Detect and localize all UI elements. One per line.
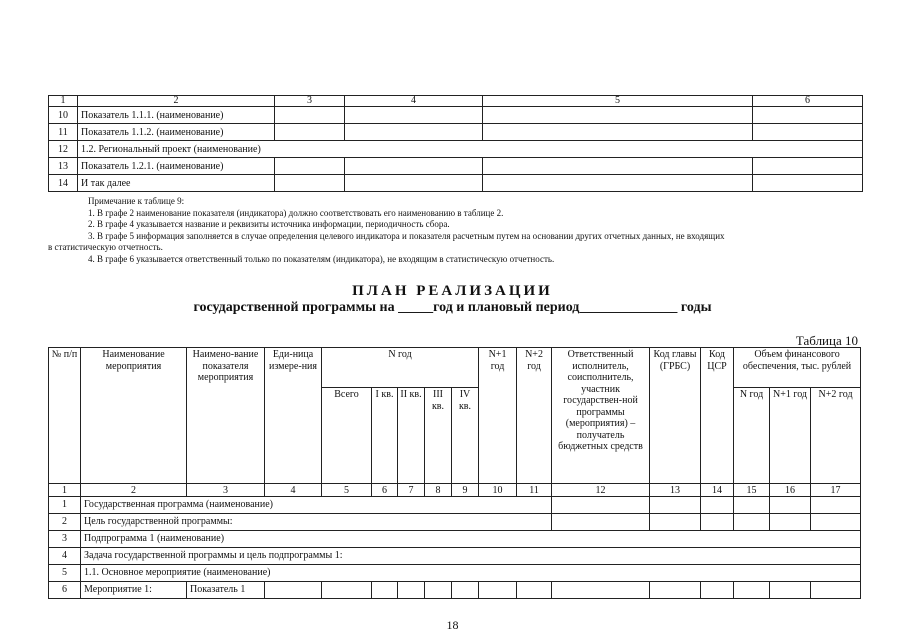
project-name: 1.2. Региональный проект (наименование) bbox=[78, 141, 863, 158]
column-number: 1 bbox=[49, 484, 81, 497]
row-number: 5 bbox=[49, 565, 81, 582]
table-row bbox=[49, 497, 861, 514]
column-number: 4 bbox=[265, 484, 322, 497]
note-3-cont: в статистическую отчетность. bbox=[48, 242, 163, 252]
table-row bbox=[49, 514, 861, 531]
header-q3: III кв. bbox=[425, 388, 452, 484]
page-number: 18 bbox=[446, 618, 459, 632]
note-3: 3. В графе 5 информация заполняется в случае определения целевого индикатора и показателя расчетным путем на основании других отчетных данных, не входящих bbox=[88, 230, 725, 241]
column-number: 16 bbox=[770, 484, 811, 497]
header-total: Всего bbox=[322, 388, 372, 484]
table-10-header-row-1 bbox=[49, 348, 861, 388]
row-number: 12 bbox=[49, 141, 78, 158]
table-row bbox=[49, 107, 863, 124]
table-9 bbox=[48, 95, 863, 192]
note-4: 4. В графе 6 указывается ответственный только по показателям (индикатора), не входящим в статистическую отчетность. bbox=[88, 253, 555, 264]
header-n2-year: N+2 год bbox=[517, 348, 552, 484]
column-number: 9 bbox=[452, 484, 479, 497]
row-number: 6 bbox=[49, 582, 81, 599]
header-responsible: Ответственный исполнитель, соисполнитель, участник государствен-ной программы (мероприятия) – получатель бюджетных средств bbox=[552, 348, 650, 484]
table-9-col-3: 3 bbox=[275, 96, 345, 107]
header-event: Наименование мероприятия bbox=[81, 348, 187, 484]
table-9-col-2: 2 bbox=[78, 96, 275, 107]
table-row bbox=[49, 158, 863, 175]
header-volume-n: N год bbox=[734, 388, 770, 484]
table-10 bbox=[48, 347, 861, 599]
column-number: 10 bbox=[479, 484, 517, 497]
indicator-name: Показатель 1.2.1. (наименование) bbox=[78, 158, 275, 175]
event-name: Мероприятие 1: bbox=[81, 582, 187, 599]
column-number: 13 bbox=[650, 484, 701, 497]
row-text: Подпрограмма 1 (наименование) bbox=[81, 531, 861, 548]
header-q1: I кв. bbox=[372, 388, 398, 484]
column-number: 8 bbox=[425, 484, 452, 497]
header-kod-csr: Код ЦСР bbox=[701, 348, 734, 484]
header-q4: IV кв. bbox=[452, 388, 479, 484]
row-text: Цель государственной программы: bbox=[81, 514, 552, 531]
column-number: 11 bbox=[517, 484, 552, 497]
indicator-name: Показатель 1 bbox=[187, 582, 265, 599]
column-number: 14 bbox=[701, 484, 734, 497]
indicator-name: И так далее bbox=[78, 175, 275, 192]
header-no: № п/п bbox=[49, 348, 81, 484]
plan-title: ПЛАН РЕАЛИЗАЦИИ bbox=[352, 283, 553, 299]
row-text: Государственная программа (наименование) bbox=[81, 497, 552, 514]
table-row bbox=[49, 548, 861, 565]
column-number: 3 bbox=[187, 484, 265, 497]
row-text: Задача государственной программы и цель подпрограммы 1: bbox=[81, 548, 861, 565]
column-number: 7 bbox=[398, 484, 425, 497]
row-number: 4 bbox=[49, 548, 81, 565]
table-row bbox=[49, 582, 861, 599]
table-row bbox=[49, 124, 863, 141]
header-n-year: N год bbox=[322, 348, 479, 388]
row-text: 1.1. Основное мероприятие (наименование) bbox=[81, 565, 861, 582]
table-9-notes bbox=[48, 196, 868, 265]
row-number: 14 bbox=[49, 175, 78, 192]
column-number: 6 bbox=[372, 484, 398, 497]
row-number: 3 bbox=[49, 531, 81, 548]
header-volume-n2: N+2 год bbox=[811, 388, 861, 484]
header-volume: Объем финансового обеспечения, тыс. рублей bbox=[734, 348, 861, 388]
row-number: 11 bbox=[49, 124, 78, 141]
column-number: 2 bbox=[81, 484, 187, 497]
row-number: 1 bbox=[49, 497, 81, 514]
notes-title: Примечание к таблице 9: bbox=[88, 196, 185, 206]
table-9-header-row bbox=[49, 96, 863, 107]
column-number: 17 bbox=[811, 484, 861, 497]
table-row bbox=[49, 175, 863, 192]
table-9-col-5: 5 bbox=[483, 96, 753, 107]
column-number: 12 bbox=[552, 484, 650, 497]
table-10-caption: Таблица 10 bbox=[795, 333, 858, 348]
table-10-column-numbers bbox=[49, 484, 861, 497]
table-row bbox=[49, 531, 861, 548]
plan-subtitle: государственной программы на _____год и плановый период______________ годы bbox=[193, 300, 712, 315]
header-q2: II кв. bbox=[398, 388, 425, 484]
column-number: 5 bbox=[322, 484, 372, 497]
header-volume-n1: N+1 год bbox=[770, 388, 811, 484]
table-9-col-1: 1 bbox=[49, 96, 78, 107]
table-row bbox=[49, 141, 863, 158]
row-number: 10 bbox=[49, 107, 78, 124]
note-1: 1. В графе 2 наименование показателя (индикатора) должно соответствовать его наименованию в таблице 2. bbox=[88, 207, 504, 218]
header-unit: Еди-ница измере-ния bbox=[265, 348, 322, 484]
table-9-col-6: 6 bbox=[753, 96, 863, 107]
row-number: 13 bbox=[49, 158, 78, 175]
header-kod-glavy: Код главы (ГРБС) bbox=[650, 348, 701, 484]
header-n1-year: N+1 год bbox=[479, 348, 517, 484]
indicator-name: Показатель 1.1.2. (наименование) bbox=[78, 124, 275, 141]
indicator-name: Показатель 1.1.1. (наименование) bbox=[78, 107, 275, 124]
row-number: 2 bbox=[49, 514, 81, 531]
header-indicator: Наимено-вание показателя мероприятия bbox=[187, 348, 265, 484]
note-2: 2. В графе 4 указывается название и реквизиты источника информации, периодичность сбора. bbox=[88, 219, 450, 229]
column-number: 15 bbox=[734, 484, 770, 497]
table-row bbox=[49, 565, 861, 582]
table-9-col-4: 4 bbox=[345, 96, 483, 107]
